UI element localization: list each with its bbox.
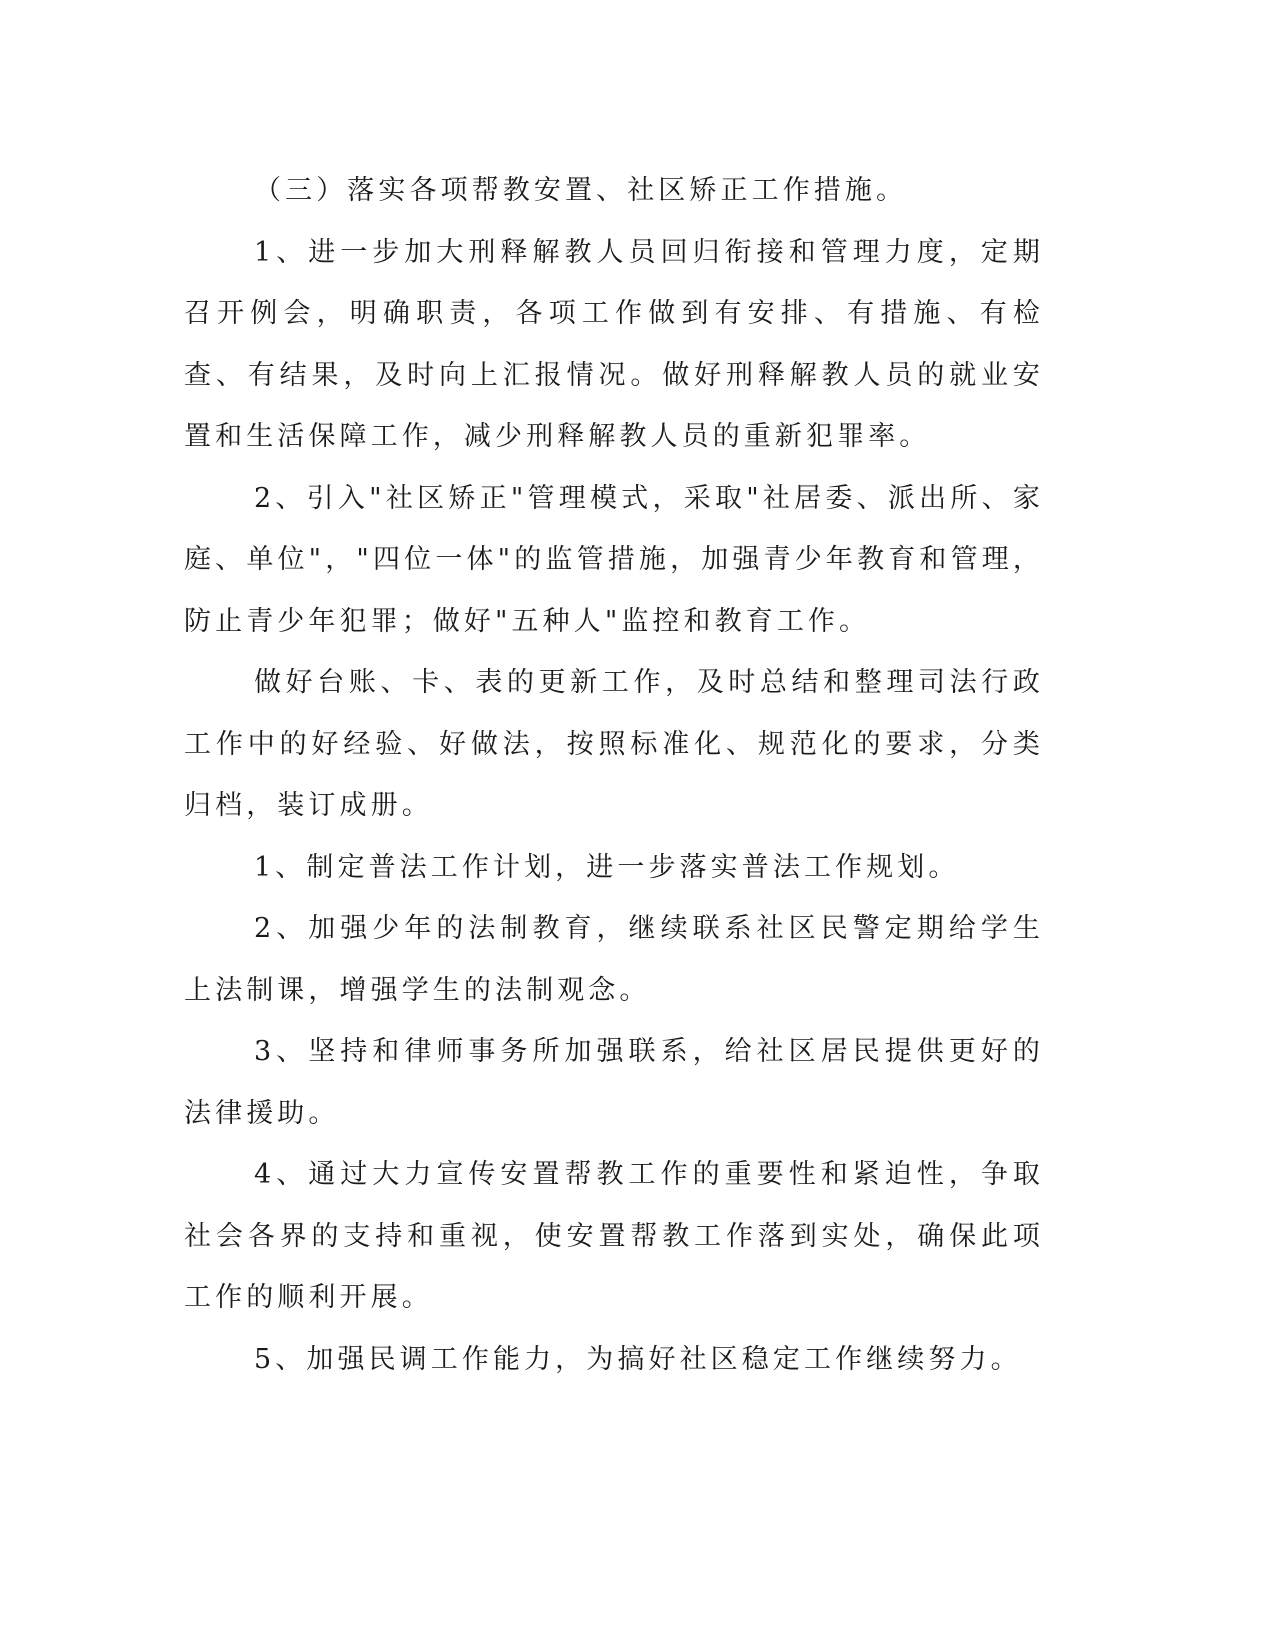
paragraph-law-2: 2、加强少年的法制教育，继续联系社区民警定期给学生上法制课，增强学生的法制观念。 — [184, 913, 1044, 1006]
paragraph-law-5: 5、加强民调工作能力，为搞好社区稳定工作继续努力。 — [254, 1343, 1022, 1375]
document-body — [184, 160, 1044, 1390]
paragraph-item-2: 2、引入"社区矫正"管理模式，采取"社居委、派出所、家庭、单位"，"四位一体"的监管措施，加强青少年教育和管理，防止青少年犯罪；做好"五种人"监控和教育工作。 — [184, 482, 1044, 637]
paragraph-law-3: 3、坚持和律师事务所加强联系，给社区居民提供更好的法律援助。 — [184, 1036, 1044, 1129]
section-heading: （三）落实各项帮教安置、社区矫正工作措施。 — [254, 175, 908, 206]
paragraph-law-1: 1、制定普法工作计划，进一步落实普法工作规划。 — [254, 851, 960, 883]
paragraph-records: 做好台账、卡、表的更新工作，及时总结和整理司法行政工作中的好经验、好做法，按照标准化、规范化的要求，分类归档，装订成册。 — [184, 667, 1044, 821]
paragraph-law-4: 4、通过大力宣传安置帮教工作的重要性和紧迫性，争取社会各界的支持和重视，使安置帮教工作落到实处，确保此项工作的顺利开展。 — [184, 1159, 1044, 1313]
paragraph-item-1: 1、进一步加大刑释解教人员回归衔接和管理力度，定期召开例会，明确职责，各项工作做到有安排、有措施、有检查、有结果，及时向上汇报情况。做好刑释解教人员的就业安置和生活保障工作，减少刑释解教人员的重新犯罪率。 — [184, 236, 1044, 452]
